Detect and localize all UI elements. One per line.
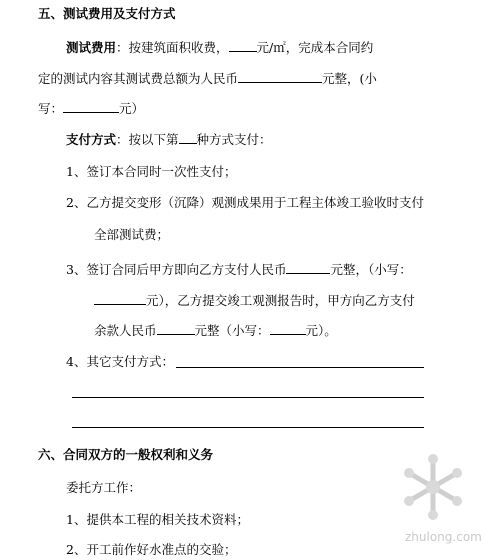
section-6-heading: 六、合同双方的一般权利和义务 [38, 447, 214, 462]
fee-text-e: 元） [119, 101, 145, 116]
fee-line-2 [38, 70, 377, 87]
section-5-heading: 五、测试费用及支付方式 [38, 6, 176, 21]
client-duty-2: 2、开工前作好水准点的交验； [66, 542, 237, 557]
fee-line-1 [66, 39, 373, 56]
fee-label: 测试费用 [66, 40, 117, 55]
pay-text-b: 种方式支付： [196, 132, 272, 147]
pay-item-2-line-2: 全部测试费； [94, 227, 170, 242]
item3-text-b: 元整，（小写： [330, 262, 412, 277]
fee-total-blank [238, 70, 322, 83]
pay-label: 支付方式 [66, 132, 117, 147]
item3-text-e: 元整（小写： [194, 323, 270, 338]
snowflake-logo-icon [398, 452, 468, 522]
item3-text-d: 余款人民币 [94, 323, 157, 338]
fee-line-3 [38, 100, 144, 117]
other-payment-blank-2 [72, 397, 424, 398]
fee-text-d: 写： [38, 101, 64, 116]
other-payment-blank-1 [176, 367, 424, 368]
fee-rate-blank [229, 39, 257, 52]
item3-text-a: 3、签订合同后甲方即向乙方支付人民币 [66, 262, 287, 277]
fee-text-b: 定的测试内容其测试费总额为人民币 [38, 71, 239, 86]
item3-text-f: 元）。 [305, 323, 337, 338]
client-duties-label: 委托方工作： [66, 480, 142, 495]
pay-item-2-line-1: 2、乙方提交变形（沉降）观测成果用于工程主体竣工验收时支付 [66, 195, 424, 210]
pay-item-4: 4、其它支付方式： [66, 354, 174, 369]
item3-advance-blank [286, 261, 330, 274]
fee-total-small-blank [63, 100, 119, 113]
item3-balance-small-blank [270, 322, 306, 335]
pay-item-1: 1、签订本合同时一次性支付； [66, 164, 237, 179]
other-payment-blank-3 [72, 427, 424, 428]
pay-item-3-line-1 [66, 261, 412, 278]
item3-advance-small-blank [94, 292, 146, 305]
pay-text-a: ：按以下第 [116, 132, 179, 147]
item3-text-c: 元），乙方提交竣工观测报告时，甲方向乙方支付 [146, 293, 415, 308]
watermark-text: zhulong.com [405, 530, 482, 544]
client-duty-1: 1、提供本工程的相关技术资料； [66, 512, 249, 527]
pay-item-3-line-2 [94, 292, 415, 309]
fee-text-a: ：按建筑面积收费， [116, 40, 229, 55]
pay-choice-blank [179, 131, 197, 144]
fee-unit: 元/㎡，完成本合同约 [256, 40, 374, 55]
fee-text-c: 元整，(小 [322, 71, 377, 86]
item3-balance-blank [157, 322, 195, 335]
pay-line [66, 131, 272, 148]
pay-item-3-line-3 [94, 322, 337, 339]
